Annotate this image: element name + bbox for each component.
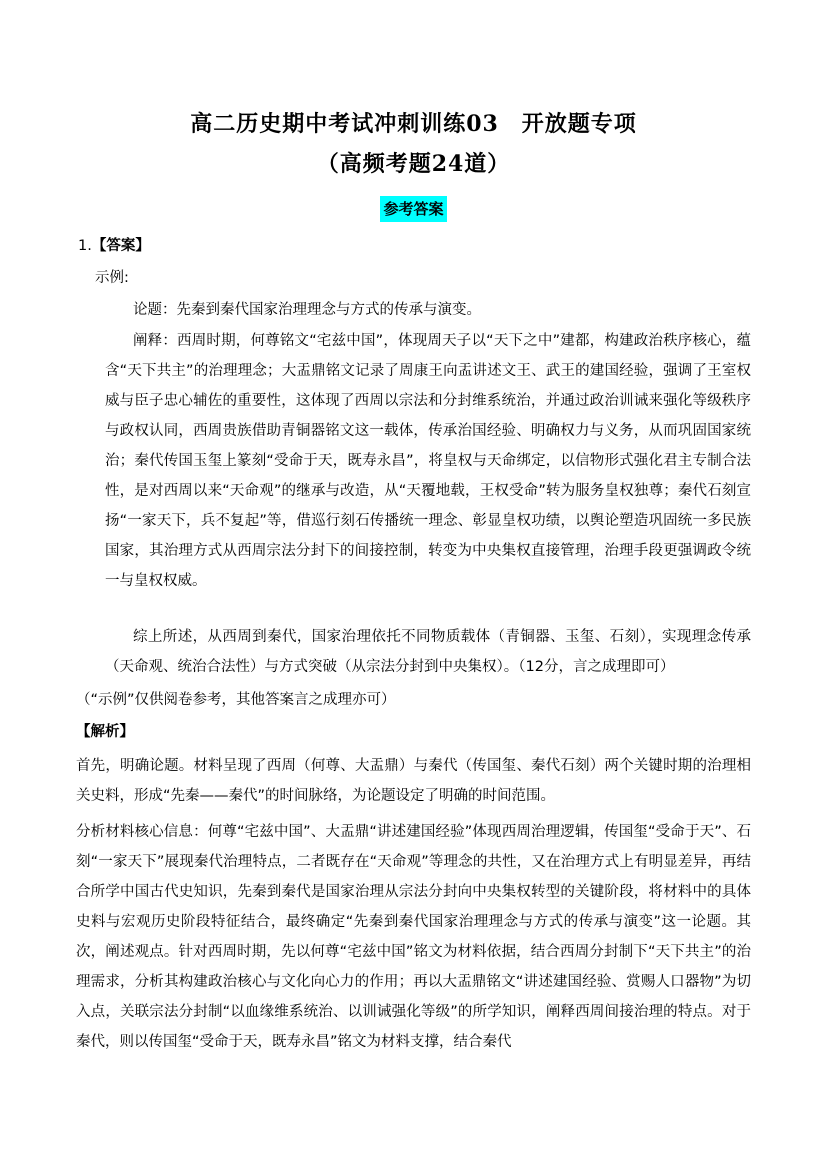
answer-label: 【答案】 xyxy=(91,238,150,254)
example-label: 示例: xyxy=(95,270,129,286)
conclusion-paragraph: 综上所述，从西周到秦代，国家治理依托不同物质载体（青铜器、玉玺、石刻），实现理念传承（天命观、统治合法性）与方式突破（从宗法分封到中央集权）。（12分，言之成理即可） xyxy=(105,629,751,675)
question-1-header xyxy=(78,236,150,256)
analysis-label: 【解析】 xyxy=(76,724,134,740)
reference-note: （“示例”仅供阅卷参考，其他答案言之成理亦可） xyxy=(76,692,396,708)
answer-heading: 参考答案 xyxy=(380,196,446,222)
answer-heading-wrap xyxy=(0,196,827,222)
analysis-paragraph-2: 分析材料核心信息：何尊“宅兹中国”、大盂鼎“讲述建国经验”体现西周治理逻辑，传国玺“受命于天”、石刻“一家天下”展现秦代治理特点，二者既存在“天命观”等理念的共性，又在治理方式上有明显差异，再结合所学中国古代史知识，先秦到秦代是国家治理从宗法分封向中央集权转型的关键阶段，将材料中的具体史料与宏观历史阶段特征结合，最终确定“先秦到秦代国家治理理念与方式的传承与演变”这一论题。其次，阐述观点。针对西周时期，先以何尊“宅兹中国”铭文为材料依据，结合西周分封制下“天下共主”的治理需求，分析其构建政治核心与文化向心力的作用；再以大盂鼎铭文“讲述建国经验、赏赐人口器物”为切入点，关联宗法分封制“以血缘维系统治、以训诫强化等级”的所学知识，阐释西周间接治理的特点。对于秦代，则以传国玺“受命于天，既寿永昌”铭文为材料支撑，结合秦代 xyxy=(76,824,751,1050)
document-title: 高二历史期中考试冲刺训练03 开放题专项 xyxy=(190,111,637,137)
document-subtitle: （高频考题24道） xyxy=(316,151,511,177)
thesis-text: 论题：先秦到秦代国家治理理念与方式的传承与演变。 xyxy=(133,302,481,318)
analysis-paragraph-1: 首先，明确论题。材料呈现了西周（何尊、大盂鼎）与秦代（传国玺、秦代石刻）两个关键时期的治理相关史料，形成“先秦——秦代”的时间脉络，为论题设定了明确的时间范围。 xyxy=(76,758,751,804)
elaboration-paragraph: 阐释：西周时期，何尊铭文“宅兹中国”，体现周天子以“天下之中”建都，构建政治秩序核心，蕴含“天下共主”的治理理念；大盂鼎铭文记录了周康王向盂讲述文王、武王的建国经验，强调了王室权威与臣子忠心辅佐的重要性，这体现了西周以宗法和分封维系统治，并通过政治训诫来强化等级秩序与政权认同，西周贵族借助青铜器铭文这一载体，传承治国经验、明确权力与义务，从而巩固国家统治；秦代传国玉玺上篆刻“受命于天，既寿永昌”，将皇权与天命绑定，以信物形式强化君主专制合法性，是对西周以来“天命观”的继承与改造，从“天覆地载，王权受命”转为服务皇权独尊；秦代石刻宣扬“一家天下，兵不复起”等，借巡行刻石传播统一理念、彰显皇权功绩，以舆论塑造巩固统一多民族国家，其治理方式从西周宗法分封下的间接控制，转变为中央集权直接管理，治理手段更强调政令统一与皇权权威。 xyxy=(105,333,751,589)
question-number: 1. xyxy=(78,238,92,254)
